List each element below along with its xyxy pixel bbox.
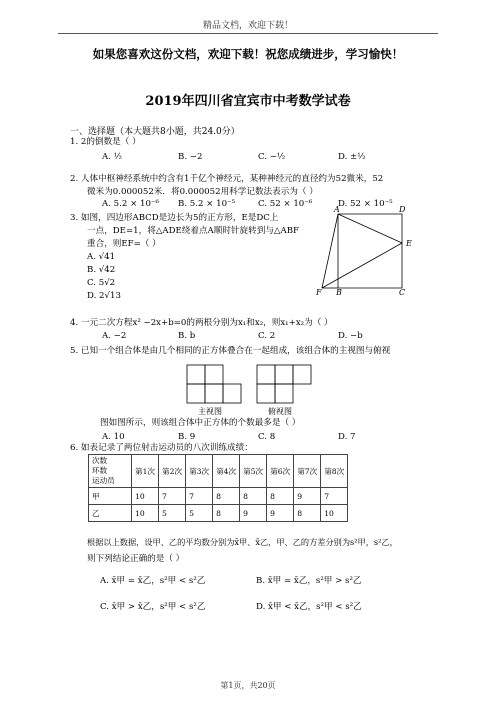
corner-athlete: 运动员: [92, 476, 115, 485]
q1-option-c: C. −½: [258, 152, 286, 162]
column-header: 第4次: [213, 455, 240, 488]
label-f: F: [316, 288, 322, 296]
q1-option-a: A. ½: [102, 152, 122, 162]
segment-fe: [322, 243, 402, 288]
column-header: 第1次: [132, 455, 159, 488]
q5-option-d: D. 7: [338, 432, 356, 442]
table-cell: 7: [159, 488, 186, 505]
table-cell: 7: [186, 488, 213, 505]
table-cell: 10: [132, 488, 159, 505]
q5-option-b: B. 9: [178, 432, 196, 442]
q2-option-c: C. 52 × 10⁻⁶: [258, 199, 313, 209]
q3-option-c: C. 5√2: [87, 278, 116, 288]
table-row: [89, 505, 348, 522]
column-header: 第6次: [267, 455, 294, 488]
page-header: 精品文档，欢迎下载！: [202, 21, 293, 31]
label-c: C: [399, 288, 406, 296]
q3-option-a: A. √41: [87, 252, 116, 262]
section-heading: 一、选择题（本大题共8小题，共24.0分）: [70, 127, 240, 137]
q2-line1: 2. 人体中枢神经系统中约含有1千亿个神经元，某种神经元的直径约为52微米，52: [70, 174, 384, 184]
corner-rings: 环数: [92, 466, 108, 475]
q3-option-d: D. 2√13: [87, 291, 121, 301]
q1-stem: 1. 2的倒数是（ ）: [70, 137, 141, 147]
front-view-figure: [186, 364, 244, 404]
table-header-row: [89, 455, 348, 488]
row-label: 乙: [89, 505, 132, 522]
q4-option-b: B. b: [178, 331, 196, 341]
table-cell: 8: [267, 488, 294, 505]
q2-option-d: D. 52 × 10⁻⁵: [338, 199, 393, 209]
table-cell: 9: [294, 488, 321, 505]
q4-stem: 4. 一元二次方程x² −2x+b=0的两根分别为x₁和x₂，则x₁+x₂为（ ）: [70, 318, 333, 328]
q5-line2: 图如图所示，则该组合体中正方体的个数最多是（ ）: [100, 418, 301, 428]
square-figure: [310, 206, 428, 296]
table-cell: 5: [186, 505, 213, 522]
q3-line2: 一点，DE=1，将△ADE绕着点A顺时针旋转到与△ABF: [87, 226, 300, 236]
q2-option-a: A. 5.2 × 10⁻⁶: [102, 199, 159, 209]
top-view-caption: 俯视图: [268, 407, 292, 416]
corner-times: 次数: [92, 456, 108, 465]
table-cell: 8: [294, 505, 321, 522]
table-cell: 9: [240, 505, 267, 522]
q4-option-d: D. −b: [338, 331, 363, 341]
q2-line2: 微米为0.000052米．将0.000052用科学记数法表示为（ ）: [87, 187, 318, 197]
q5-option-a: A. 10: [102, 432, 125, 442]
q4-option-a: A. −2: [102, 331, 127, 341]
table-cell: 5: [159, 505, 186, 522]
label-b: B: [336, 288, 342, 296]
table-cell: 8: [240, 488, 267, 505]
q6-after-line1: 根据以上数据，设甲、乙的平均数分别为x̄甲、x̄乙，甲、乙的方差分别为s²甲，s²乙，: [87, 537, 398, 547]
q5-option-c: C. 8: [258, 432, 276, 442]
table-cell: 10: [321, 505, 348, 522]
label-a: A: [334, 206, 340, 214]
q6-stem: 6. 如表记录了两位射击运动员的八次训练成绩：: [70, 443, 253, 453]
table-cell: 8: [213, 505, 240, 522]
label-e: E: [406, 239, 412, 248]
q6-option-d: D. x̄甲 < x̄乙，s²甲 < s²乙: [256, 602, 362, 612]
row-label: 甲: [89, 488, 132, 505]
q3-line1: 3. 如图，四边形ABCD是边长为5的正方形，E是DC上: [70, 213, 279, 223]
q6-option-b: B. x̄甲 = x̄乙，s²甲 > s²乙: [256, 576, 362, 586]
table-cell: 9: [267, 505, 294, 522]
column-header: 第7次: [294, 455, 321, 488]
header-divider: [58, 33, 438, 34]
q1-option-b: B. −2: [178, 152, 203, 162]
q1-option-d: D. ±½: [338, 152, 366, 162]
table-cell: 7: [321, 488, 348, 505]
q6-after-line2: 则下列结论正确的是（ ）: [87, 554, 185, 564]
front-view-caption: 主视图: [198, 407, 222, 416]
column-header: 第8次: [321, 455, 348, 488]
table-row: [89, 488, 348, 505]
table-cell: 8: [213, 488, 240, 505]
segment-af: [322, 214, 338, 288]
segment-ae: [338, 214, 402, 243]
q5-stem: 5. 已知一个组合体是由几个相同的正方体叠合在一起组成，该组合体的主视图与俯视: [70, 346, 391, 356]
q3-option-b: B. √42: [87, 265, 116, 275]
table-cell: 10: [132, 505, 159, 522]
q2-option-b: B. 5.2 × 10⁻⁵: [178, 199, 236, 209]
q3-line3: 重合，则EF=（ ）: [87, 239, 161, 249]
column-header: 第5次: [240, 455, 267, 488]
table-corner-cell: [89, 455, 132, 488]
column-header: 第2次: [159, 455, 186, 488]
square-abcd: [338, 214, 402, 288]
promo-text: 如果您喜欢这份文档，欢迎下载！祝您成绩进步，学习愉快！: [92, 47, 404, 61]
scores-table: [88, 454, 348, 522]
q4-option-c: C. 2: [258, 331, 276, 341]
exam-title: 2019年四川省宜宾市中考数学试卷: [145, 94, 351, 109]
q6-option-a: A. x̄甲 = x̄乙，s²甲 < s²乙: [100, 576, 206, 586]
column-header: 第3次: [186, 455, 213, 488]
label-d: D: [399, 206, 406, 214]
q6-option-c: C. x̄甲 > x̄乙，s²甲 < s²乙: [100, 602, 206, 612]
top-view-figure: [256, 364, 314, 404]
page-footer: 第1页，共20页: [220, 681, 276, 690]
